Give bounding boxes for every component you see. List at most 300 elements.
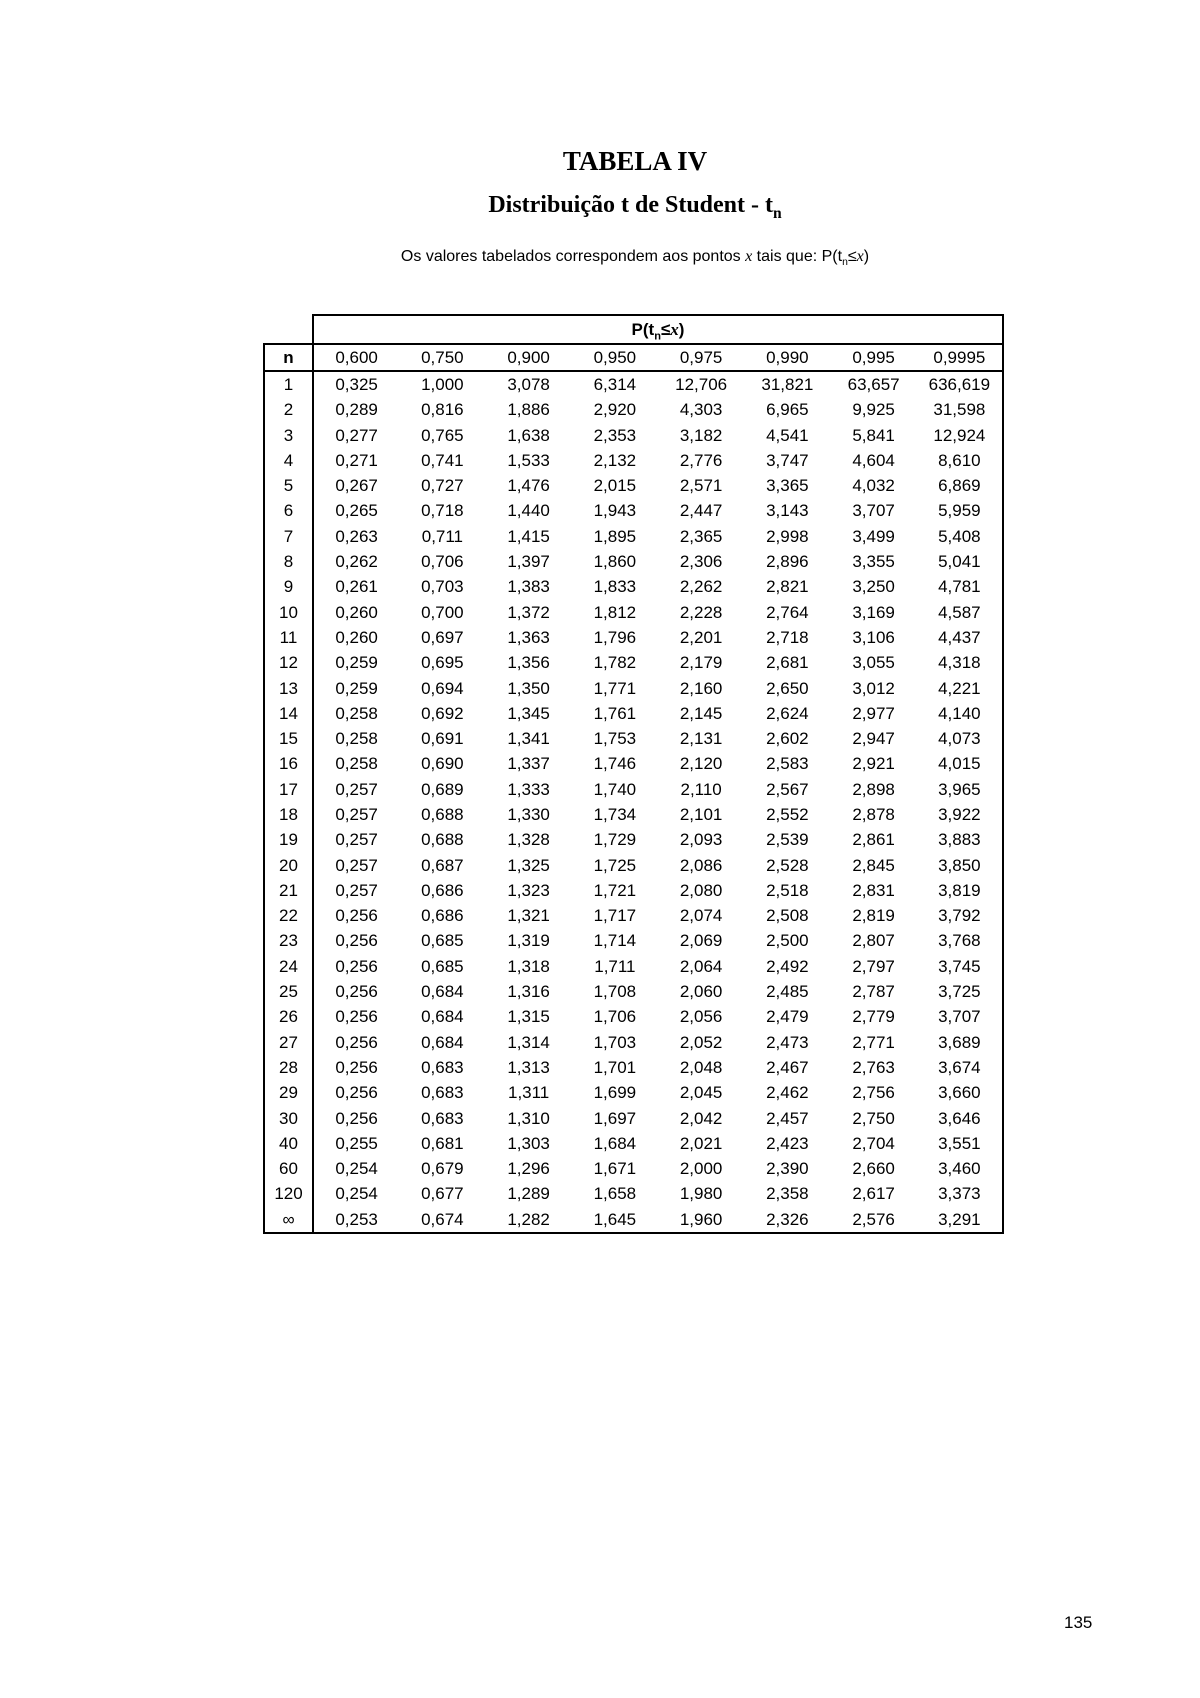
- critical-value-cell: 3,707: [852, 501, 895, 521]
- table-row: [264, 1005, 1003, 1030]
- critical-value-cell: 5,841: [852, 425, 895, 445]
- critical-value-cell: 2,423: [766, 1133, 809, 1153]
- table-row: [264, 1131, 1003, 1156]
- ph-suffix: ): [678, 319, 685, 339]
- critical-value-cell: 3,922: [917, 802, 1003, 827]
- critical-value-cell: 2,056: [679, 1007, 723, 1027]
- critical-value-cell: 4,015: [917, 752, 1003, 777]
- critical-value-cell: 3,055: [852, 653, 895, 673]
- critical-value-cell: 2,552: [766, 804, 809, 824]
- critical-value-cell: 1,314: [507, 1032, 550, 1052]
- critical-value-cell: 2,920: [593, 400, 637, 420]
- critical-value-cell: 0,691: [421, 729, 464, 749]
- critical-value-cell: 1,895: [593, 526, 637, 546]
- critical-value-cell: 0,700: [421, 602, 464, 622]
- table-row: [264, 752, 1003, 777]
- critical-value-cell: 2,110: [680, 779, 722, 799]
- critical-value-cell: 2,508: [766, 906, 809, 926]
- critical-value-cell: 0,259: [335, 678, 378, 698]
- critical-value-cell: 3,725: [917, 979, 1003, 1004]
- table-row: [264, 1081, 1003, 1106]
- critical-value-cell: 0,258: [335, 703, 378, 723]
- degrees-of-freedom-cell: 20: [264, 853, 313, 878]
- column-header-row: [264, 344, 1003, 371]
- critical-value-cell: 3,965: [917, 777, 1003, 802]
- critical-value-cell: 1,658: [593, 1184, 637, 1204]
- degrees-of-freedom-cell: 12: [264, 651, 313, 676]
- critical-value-cell: 0,816: [421, 400, 464, 420]
- critical-value-cell: 0,690: [421, 754, 464, 774]
- table-title: TABELA IV: [562, 146, 708, 176]
- critical-value-cell: 1,703: [593, 1032, 637, 1052]
- table-row: [264, 701, 1003, 726]
- critical-value-cell: 31,821: [761, 374, 814, 394]
- critical-value-cell: 2,528: [766, 855, 809, 875]
- critical-value-cell: 2,064: [679, 956, 723, 976]
- critical-value-cell: 1,337: [507, 754, 550, 774]
- critical-value-cell: 3,745: [917, 954, 1003, 979]
- probability-column-header: 0,950: [572, 344, 658, 371]
- critical-value-cell: 2,896: [766, 552, 809, 572]
- critical-value-cell: 4,318: [917, 651, 1003, 676]
- critical-value-cell: 2,576: [831, 1207, 917, 1233]
- critical-value-cell: 3,355: [852, 552, 895, 572]
- critical-value-cell: 0,711: [421, 526, 464, 546]
- critical-value-cell: 0,253: [313, 1207, 399, 1233]
- critical-value-cell: 2,660: [852, 1159, 895, 1179]
- critical-value-cell: 3,460: [917, 1157, 1003, 1182]
- critical-value-cell: 3,182: [679, 425, 723, 445]
- critical-value-cell: 0,718: [421, 501, 464, 521]
- critical-value-cell: 2,093: [679, 830, 723, 850]
- critical-value-cell: 2,898: [852, 779, 895, 799]
- critical-value-cell: 3,747: [766, 450, 809, 470]
- critical-value-cell: 2,583: [766, 754, 809, 774]
- t-distribution-table: [263, 314, 1004, 1234]
- critical-value-cell: 3,250: [852, 577, 895, 597]
- degrees-of-freedom-cell: 4: [264, 448, 313, 473]
- critical-value-cell: 0,686: [421, 880, 464, 900]
- critical-value-cell: 0,683: [421, 1108, 464, 1128]
- critical-value-cell: 2,326: [744, 1207, 830, 1233]
- degrees-of-freedom-cell: ∞: [264, 1207, 313, 1233]
- probability-column-header: 0,900: [486, 344, 572, 371]
- critical-value-cell: 0,684: [421, 1007, 464, 1027]
- degrees-of-freedom-cell: 8: [264, 549, 313, 574]
- table-row: [264, 600, 1003, 625]
- critical-value-cell: 0,688: [421, 830, 464, 850]
- critical-value-cell: 0,256: [335, 1083, 378, 1103]
- table-row: [264, 524, 1003, 549]
- critical-value-cell: 1,697: [593, 1108, 637, 1128]
- probability-column-header: 0,750: [399, 344, 485, 371]
- critical-value-cell: 0,674: [399, 1207, 485, 1233]
- degrees-of-freedom-cell: 14: [264, 701, 313, 726]
- probability-column-header: 0,9995: [917, 344, 1003, 371]
- critical-value-cell: 4,140: [917, 701, 1003, 726]
- critical-value-cell: 3,768: [917, 929, 1003, 954]
- critical-value-cell: 3,499: [852, 526, 895, 546]
- critical-value-cell: 2,101: [679, 804, 723, 824]
- critical-value-cell: 2,771: [852, 1032, 895, 1052]
- critical-value-cell: 1,315: [507, 1007, 550, 1027]
- critical-value-cell: 1,980: [679, 1184, 723, 1204]
- table-row: [264, 904, 1003, 929]
- critical-value-cell: 4,541: [766, 425, 809, 445]
- subtitle-text: Distribuição t de Student - t: [488, 192, 773, 218]
- critical-value-cell: 2,045: [679, 1083, 723, 1103]
- critical-value-cell: 1,303: [507, 1133, 550, 1153]
- critical-value-cell: 0,685: [421, 931, 464, 951]
- critical-value-cell: 0,260: [335, 602, 378, 622]
- probability-column-header: 0,990: [744, 344, 830, 371]
- critical-value-cell: 0,683: [421, 1083, 464, 1103]
- critical-value-cell: 9,925: [852, 400, 895, 420]
- degrees-of-freedom-cell: 25: [264, 979, 313, 1004]
- table-row: [264, 777, 1003, 802]
- probability-column-header: 0,995: [831, 344, 917, 371]
- critical-value-cell: 3,373: [917, 1182, 1003, 1207]
- critical-value-cell: 2,787: [852, 982, 895, 1002]
- critical-value-cell: 4,221: [917, 676, 1003, 701]
- critical-value-cell: 1,372: [507, 602, 550, 622]
- critical-value-cell: 1,356: [507, 653, 550, 673]
- critical-value-cell: 3,660: [917, 1081, 1003, 1106]
- table-row: [264, 726, 1003, 751]
- degrees-of-freedom-cell: 5: [264, 473, 313, 498]
- critical-value-cell: 1,671: [593, 1159, 637, 1179]
- critical-value-cell: 1,782: [593, 653, 637, 673]
- critical-value-cell: 2,681: [766, 653, 809, 673]
- critical-value-cell: 1,711: [594, 956, 636, 976]
- table-row: [264, 423, 1003, 448]
- critical-value-cell: 1,383: [507, 577, 550, 597]
- critical-value-cell: 2,704: [852, 1133, 895, 1153]
- degrees-of-freedom-cell: 18: [264, 802, 313, 827]
- critical-value-cell: 2,764: [766, 602, 809, 622]
- critical-value-cell: 6,869: [917, 473, 1003, 498]
- critical-value-cell: 0,684: [421, 982, 464, 1002]
- critical-value-cell: 1,345: [507, 703, 550, 723]
- critical-value-cell: 3,012: [852, 678, 895, 698]
- critical-value-cell: 2,807: [852, 931, 895, 951]
- critical-value-cell: 2,602: [766, 729, 809, 749]
- table-row: [264, 473, 1003, 498]
- critical-value-cell: 1,796: [593, 627, 637, 647]
- table-row: [264, 371, 1003, 397]
- critical-value-cell: 6,965: [766, 400, 809, 420]
- table-row: [264, 1157, 1003, 1182]
- critical-value-cell: 2,485: [766, 982, 809, 1002]
- critical-value-cell: 1,729: [593, 830, 637, 850]
- critical-value-cell: 0,255: [335, 1133, 378, 1153]
- critical-value-cell: 4,303: [679, 400, 723, 420]
- degrees-of-freedom-cell: 23: [264, 929, 313, 954]
- degrees-of-freedom-cell: 27: [264, 1030, 313, 1055]
- critical-value-cell: 2,179: [679, 653, 723, 673]
- critical-value-cell: 1,318: [507, 956, 550, 976]
- critical-value-cell: 0,256: [335, 1007, 378, 1027]
- critical-value-cell: 2,390: [766, 1159, 809, 1179]
- critical-value-cell: 0,689: [421, 779, 464, 799]
- critical-value-cell: 2,479: [766, 1007, 809, 1027]
- critical-value-cell: 0,325: [335, 374, 378, 394]
- critical-value-cell: 2,131: [679, 729, 723, 749]
- critical-value-cell: 1,350: [507, 678, 550, 698]
- critical-value-cell: 2,921: [852, 754, 895, 774]
- critical-value-cell: 2,763: [852, 1057, 895, 1077]
- table-row: [264, 954, 1003, 979]
- critical-value-cell: 1,323: [507, 880, 550, 900]
- table-row: [264, 651, 1003, 676]
- critical-value-cell: 2,074: [679, 906, 723, 926]
- ph-prefix: P(t: [631, 319, 655, 339]
- critical-value-cell: 2,132: [593, 450, 637, 470]
- critical-value-cell: 2,447: [679, 501, 723, 521]
- degrees-of-freedom-cell: 30: [264, 1106, 313, 1131]
- critical-value-cell: 5,041: [917, 549, 1003, 574]
- critical-value-cell: 1,638: [507, 425, 550, 445]
- critical-value-cell: 0,256: [335, 1057, 378, 1077]
- critical-value-cell: 2,069: [679, 931, 723, 951]
- critical-value-cell: 2,819: [852, 906, 895, 926]
- critical-value-cell: 2,120: [679, 754, 723, 774]
- critical-value-cell: 8,610: [917, 448, 1003, 473]
- degrees-of-freedom-cell: 21: [264, 878, 313, 903]
- critical-value-cell: 3,551: [917, 1131, 1003, 1156]
- critical-value-cell: 1,296: [507, 1159, 550, 1179]
- critical-value-cell: 1,714: [593, 931, 637, 951]
- table-row: [264, 853, 1003, 878]
- critical-value-cell: 4,587: [917, 600, 1003, 625]
- table-row: [264, 979, 1003, 1004]
- critical-value-cell: 1,645: [572, 1207, 658, 1233]
- critical-value-cell: 2,015: [593, 476, 637, 496]
- critical-value-cell: 2,228: [679, 602, 723, 622]
- critical-value-cell: 2,021: [679, 1133, 723, 1153]
- critical-value-cell: 0,677: [421, 1184, 464, 1204]
- critical-value-cell: 1,310: [507, 1108, 550, 1128]
- critical-value-cell: 1,708: [593, 982, 637, 1002]
- degrees-of-freedom-cell: 15: [264, 726, 313, 751]
- table-row: [264, 1030, 1003, 1055]
- critical-value-cell: 3,850: [917, 853, 1003, 878]
- critical-value-cell: 1,860: [593, 552, 637, 572]
- critical-value-cell: 0,256: [335, 931, 378, 951]
- critical-value-cell: 2,797: [852, 956, 895, 976]
- table-row: [264, 878, 1003, 903]
- critical-value-cell: 2,365: [679, 526, 723, 546]
- degrees-of-freedom-cell: 2: [264, 398, 313, 423]
- table-row: [264, 448, 1003, 473]
- critical-value-cell: 1,325: [507, 855, 550, 875]
- critical-value-cell: 2,048: [679, 1057, 723, 1077]
- critical-value-cell: 3,365: [766, 476, 809, 496]
- table-row: [264, 398, 1003, 423]
- critical-value-cell: 2,756: [852, 1083, 895, 1103]
- critical-value-cell: 0,679: [421, 1159, 464, 1179]
- critical-value-cell: 2,947: [852, 729, 895, 749]
- critical-value-cell: 1,701: [593, 1057, 637, 1077]
- note-middle: tais que: P(t: [752, 248, 843, 265]
- table-row: [264, 1182, 1003, 1207]
- probability-header-row: [264, 315, 1003, 344]
- critical-value-cell: 0,697: [421, 627, 464, 647]
- degrees-of-freedom-cell: 16: [264, 752, 313, 777]
- table-subtitle: [0, 190, 1200, 220]
- critical-value-cell: 1,684: [593, 1133, 637, 1153]
- critical-value-cell: 2,861: [852, 830, 895, 850]
- degrees-of-freedom-cell: 40: [264, 1131, 313, 1156]
- critical-value-cell: 1,706: [593, 1007, 637, 1027]
- critical-value-cell: 1,746: [593, 754, 637, 774]
- critical-value-cell: 0,265: [335, 501, 378, 521]
- critical-value-cell: 0,765: [421, 425, 464, 445]
- table-row: [264, 676, 1003, 701]
- critical-value-cell: 12,706: [675, 374, 728, 394]
- critical-value-cell: 0,267: [335, 476, 378, 496]
- critical-value-cell: 0,260: [335, 627, 378, 647]
- degrees-of-freedom-cell: 19: [264, 828, 313, 853]
- critical-value-cell: 3,689: [917, 1030, 1003, 1055]
- degrees-of-freedom-cell: 29: [264, 1081, 313, 1106]
- critical-value-cell: 0,257: [335, 804, 378, 824]
- critical-value-cell: 1,753: [593, 729, 637, 749]
- critical-value-cell: 3,883: [917, 828, 1003, 853]
- note-before: Os valores tabelados correspondem aos pontos: [400, 248, 746, 265]
- critical-value-cell: 2,467: [766, 1057, 809, 1077]
- critical-value-cell: 2,539: [766, 830, 809, 850]
- critical-value-cell: 0,289: [335, 400, 378, 420]
- critical-value-cell: 3,291: [917, 1207, 1003, 1233]
- critical-value-cell: 1,725: [593, 855, 637, 875]
- critical-value-cell: 1,943: [593, 501, 637, 521]
- critical-value-cell: 3,707: [917, 1005, 1003, 1030]
- critical-value-cell: 1,415: [507, 526, 550, 546]
- critical-value-cell: 2,306: [679, 552, 723, 572]
- critical-value-cell: 2,650: [766, 678, 809, 698]
- critical-value-cell: 1,321: [507, 906, 550, 926]
- critical-value-cell: 0,703: [421, 577, 464, 597]
- critical-value-cell: 3,819: [917, 878, 1003, 903]
- degrees-of-freedom-cell: 24: [264, 954, 313, 979]
- critical-value-cell: 1,833: [593, 577, 637, 597]
- degrees-of-freedom-cell: 7: [264, 524, 313, 549]
- degrees-of-freedom-cell: 17: [264, 777, 313, 802]
- degrees-of-freedom-cell: 13: [264, 676, 313, 701]
- degrees-of-freedom-cell: 11: [264, 625, 313, 650]
- critical-value-cell: 3,646: [917, 1106, 1003, 1131]
- critical-value-cell: 2,086: [679, 855, 723, 875]
- critical-value-cell: 0,257: [335, 855, 378, 875]
- critical-value-cell: 2,845: [852, 855, 895, 875]
- critical-value-cell: 0,687: [421, 855, 464, 875]
- table-body: [264, 371, 1003, 1233]
- critical-value-cell: 2,617: [852, 1184, 895, 1204]
- probability-column-header: 0,975: [658, 344, 744, 371]
- critical-value-cell: 2,473: [766, 1032, 809, 1052]
- table-row: [264, 1055, 1003, 1080]
- critical-value-cell: 0,257: [335, 830, 378, 850]
- critical-value-cell: 3,106: [852, 627, 895, 647]
- critical-value-cell: 31,598: [917, 398, 1003, 423]
- critical-value-cell: 2,776: [679, 450, 723, 470]
- table-row: [264, 625, 1003, 650]
- critical-value-cell: 3,078: [507, 374, 550, 394]
- critical-value-cell: 2,042: [679, 1108, 723, 1128]
- ph-subscript: n: [654, 329, 661, 342]
- critical-value-cell: 0,686: [421, 906, 464, 926]
- critical-value-cell: 5,408: [917, 524, 1003, 549]
- note-variable-2: x: [856, 248, 864, 265]
- critical-value-cell: 0,694: [421, 678, 464, 698]
- critical-value-cell: 12,924: [917, 423, 1003, 448]
- subtitle-subscript: n: [772, 204, 782, 222]
- critical-value-cell: 1,328: [507, 830, 550, 850]
- critical-value-cell: 2,080: [679, 880, 723, 900]
- critical-value-cell: 0,261: [335, 577, 378, 597]
- critical-value-cell: 2,000: [679, 1159, 723, 1179]
- note-relation: ≤: [847, 248, 857, 265]
- critical-value-cell: 2,492: [766, 956, 809, 976]
- critical-value-cell: 0,692: [421, 703, 464, 723]
- table-row: [264, 828, 1003, 853]
- critical-value-cell: 1,319: [507, 931, 550, 951]
- critical-value-cell: 1,000: [421, 374, 464, 394]
- table-row: [264, 499, 1003, 524]
- critical-value-cell: 2,779: [852, 1007, 895, 1027]
- critical-value-cell: 1,761: [593, 703, 637, 723]
- critical-value-cell: 2,060: [679, 982, 723, 1002]
- header-blank-cell: [264, 315, 313, 344]
- table-note: [0, 246, 1200, 268]
- critical-value-cell: 1,341: [507, 729, 550, 749]
- degrees-of-freedom-cell: 1: [264, 371, 313, 397]
- critical-value-cell: 2,145: [679, 703, 723, 723]
- critical-value-cell: 1,533: [507, 450, 550, 470]
- critical-value-cell: 2,052: [679, 1032, 723, 1052]
- degrees-of-freedom-cell: 22: [264, 904, 313, 929]
- critical-value-cell: 4,437: [917, 625, 1003, 650]
- critical-value-cell: 3,169: [852, 602, 895, 622]
- critical-value-cell: 0,277: [335, 425, 378, 445]
- critical-value-cell: 0,681: [421, 1133, 464, 1153]
- critical-value-cell: 0,256: [335, 906, 378, 926]
- critical-value-cell: 2,718: [766, 627, 809, 647]
- critical-value-cell: 0,727: [421, 476, 464, 496]
- critical-value-cell: 0,256: [335, 956, 378, 976]
- critical-value-cell: 1,333: [507, 779, 550, 799]
- critical-value-cell: 0,259: [335, 653, 378, 673]
- critical-value-cell: 0,685: [421, 956, 464, 976]
- degrees-of-freedom-cell: 10: [264, 600, 313, 625]
- critical-value-cell: 2,831: [852, 880, 895, 900]
- critical-value-cell: 0,256: [335, 1108, 378, 1128]
- critical-value-cell: 2,998: [766, 526, 809, 546]
- critical-value-cell: 0,262: [335, 552, 378, 572]
- critical-value-cell: 1,282: [486, 1207, 572, 1233]
- degrees-of-freedom-cell: 28: [264, 1055, 313, 1080]
- critical-value-cell: 1,960: [658, 1207, 744, 1233]
- critical-value-cell: 0,257: [335, 880, 378, 900]
- critical-value-cell: 2,500: [766, 931, 809, 951]
- critical-value-cell: 2,750: [852, 1108, 895, 1128]
- critical-value-cell: 1,886: [507, 400, 550, 420]
- critical-value-cell: 6,314: [593, 374, 637, 394]
- table-row: [264, 549, 1003, 574]
- critical-value-cell: 1,717: [593, 906, 637, 926]
- critical-value-cell: 1,316: [507, 982, 550, 1002]
